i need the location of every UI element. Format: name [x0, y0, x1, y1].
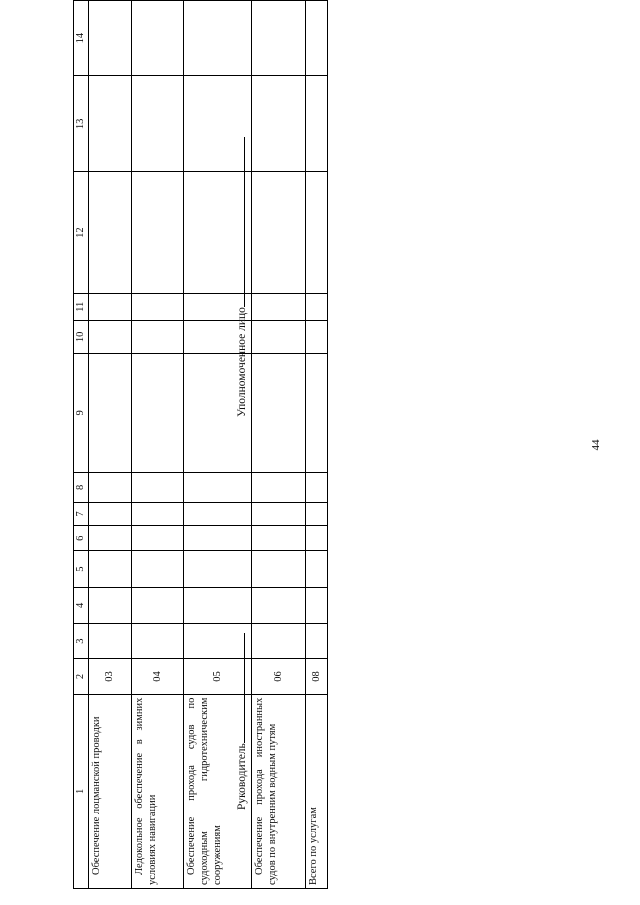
row-code: 08 [306, 659, 328, 694]
column-header: 5 [74, 551, 89, 588]
row-label: Обеспечение лоцманской проводки [89, 694, 132, 888]
column-header: 3 [74, 623, 89, 659]
column-header: 13 [74, 76, 89, 172]
table-row [89, 1, 132, 889]
row-code: 06 [252, 659, 306, 694]
authorized-signature-label: Уполномоченное лицо [236, 307, 248, 417]
column-header: 2 [74, 659, 89, 694]
column-header: 14 [74, 1, 89, 76]
column-header: 6 [74, 526, 89, 551]
column-header: 12 [74, 172, 89, 293]
row-code: 05 [184, 659, 252, 694]
row-label: Обеспечение прохода судов по судоходным гидротехническим сооружениям [184, 694, 252, 888]
head-signature-label: Руководитель [236, 743, 248, 810]
row-code: 04 [132, 659, 184, 694]
head-signature-line [244, 633, 245, 743]
table-row [252, 1, 306, 889]
page-number: 44 [590, 439, 602, 451]
table-row [132, 1, 184, 889]
table-row-total [306, 1, 328, 889]
column-header: 1 [74, 694, 89, 888]
row-label: Всего по услугам [306, 694, 328, 888]
services-table [73, 0, 328, 889]
authorized-signature [236, 137, 248, 417]
row-code: 03 [89, 659, 132, 694]
row-label: Ледокольное обеспечение в зимних условиях навигации [132, 694, 184, 888]
column-header: 4 [74, 588, 89, 624]
head-signature [236, 633, 248, 810]
column-header: 8 [74, 472, 89, 502]
column-header: 11 [74, 293, 89, 320]
column-header: 9 [74, 353, 89, 472]
column-header: 10 [74, 320, 89, 353]
header-row [74, 1, 89, 889]
row-label: Обеспечение прохода иностранных судов по внутренним водным путям [252, 694, 306, 888]
authorized-signature-line [244, 137, 245, 307]
column-header: 7 [74, 502, 89, 525]
